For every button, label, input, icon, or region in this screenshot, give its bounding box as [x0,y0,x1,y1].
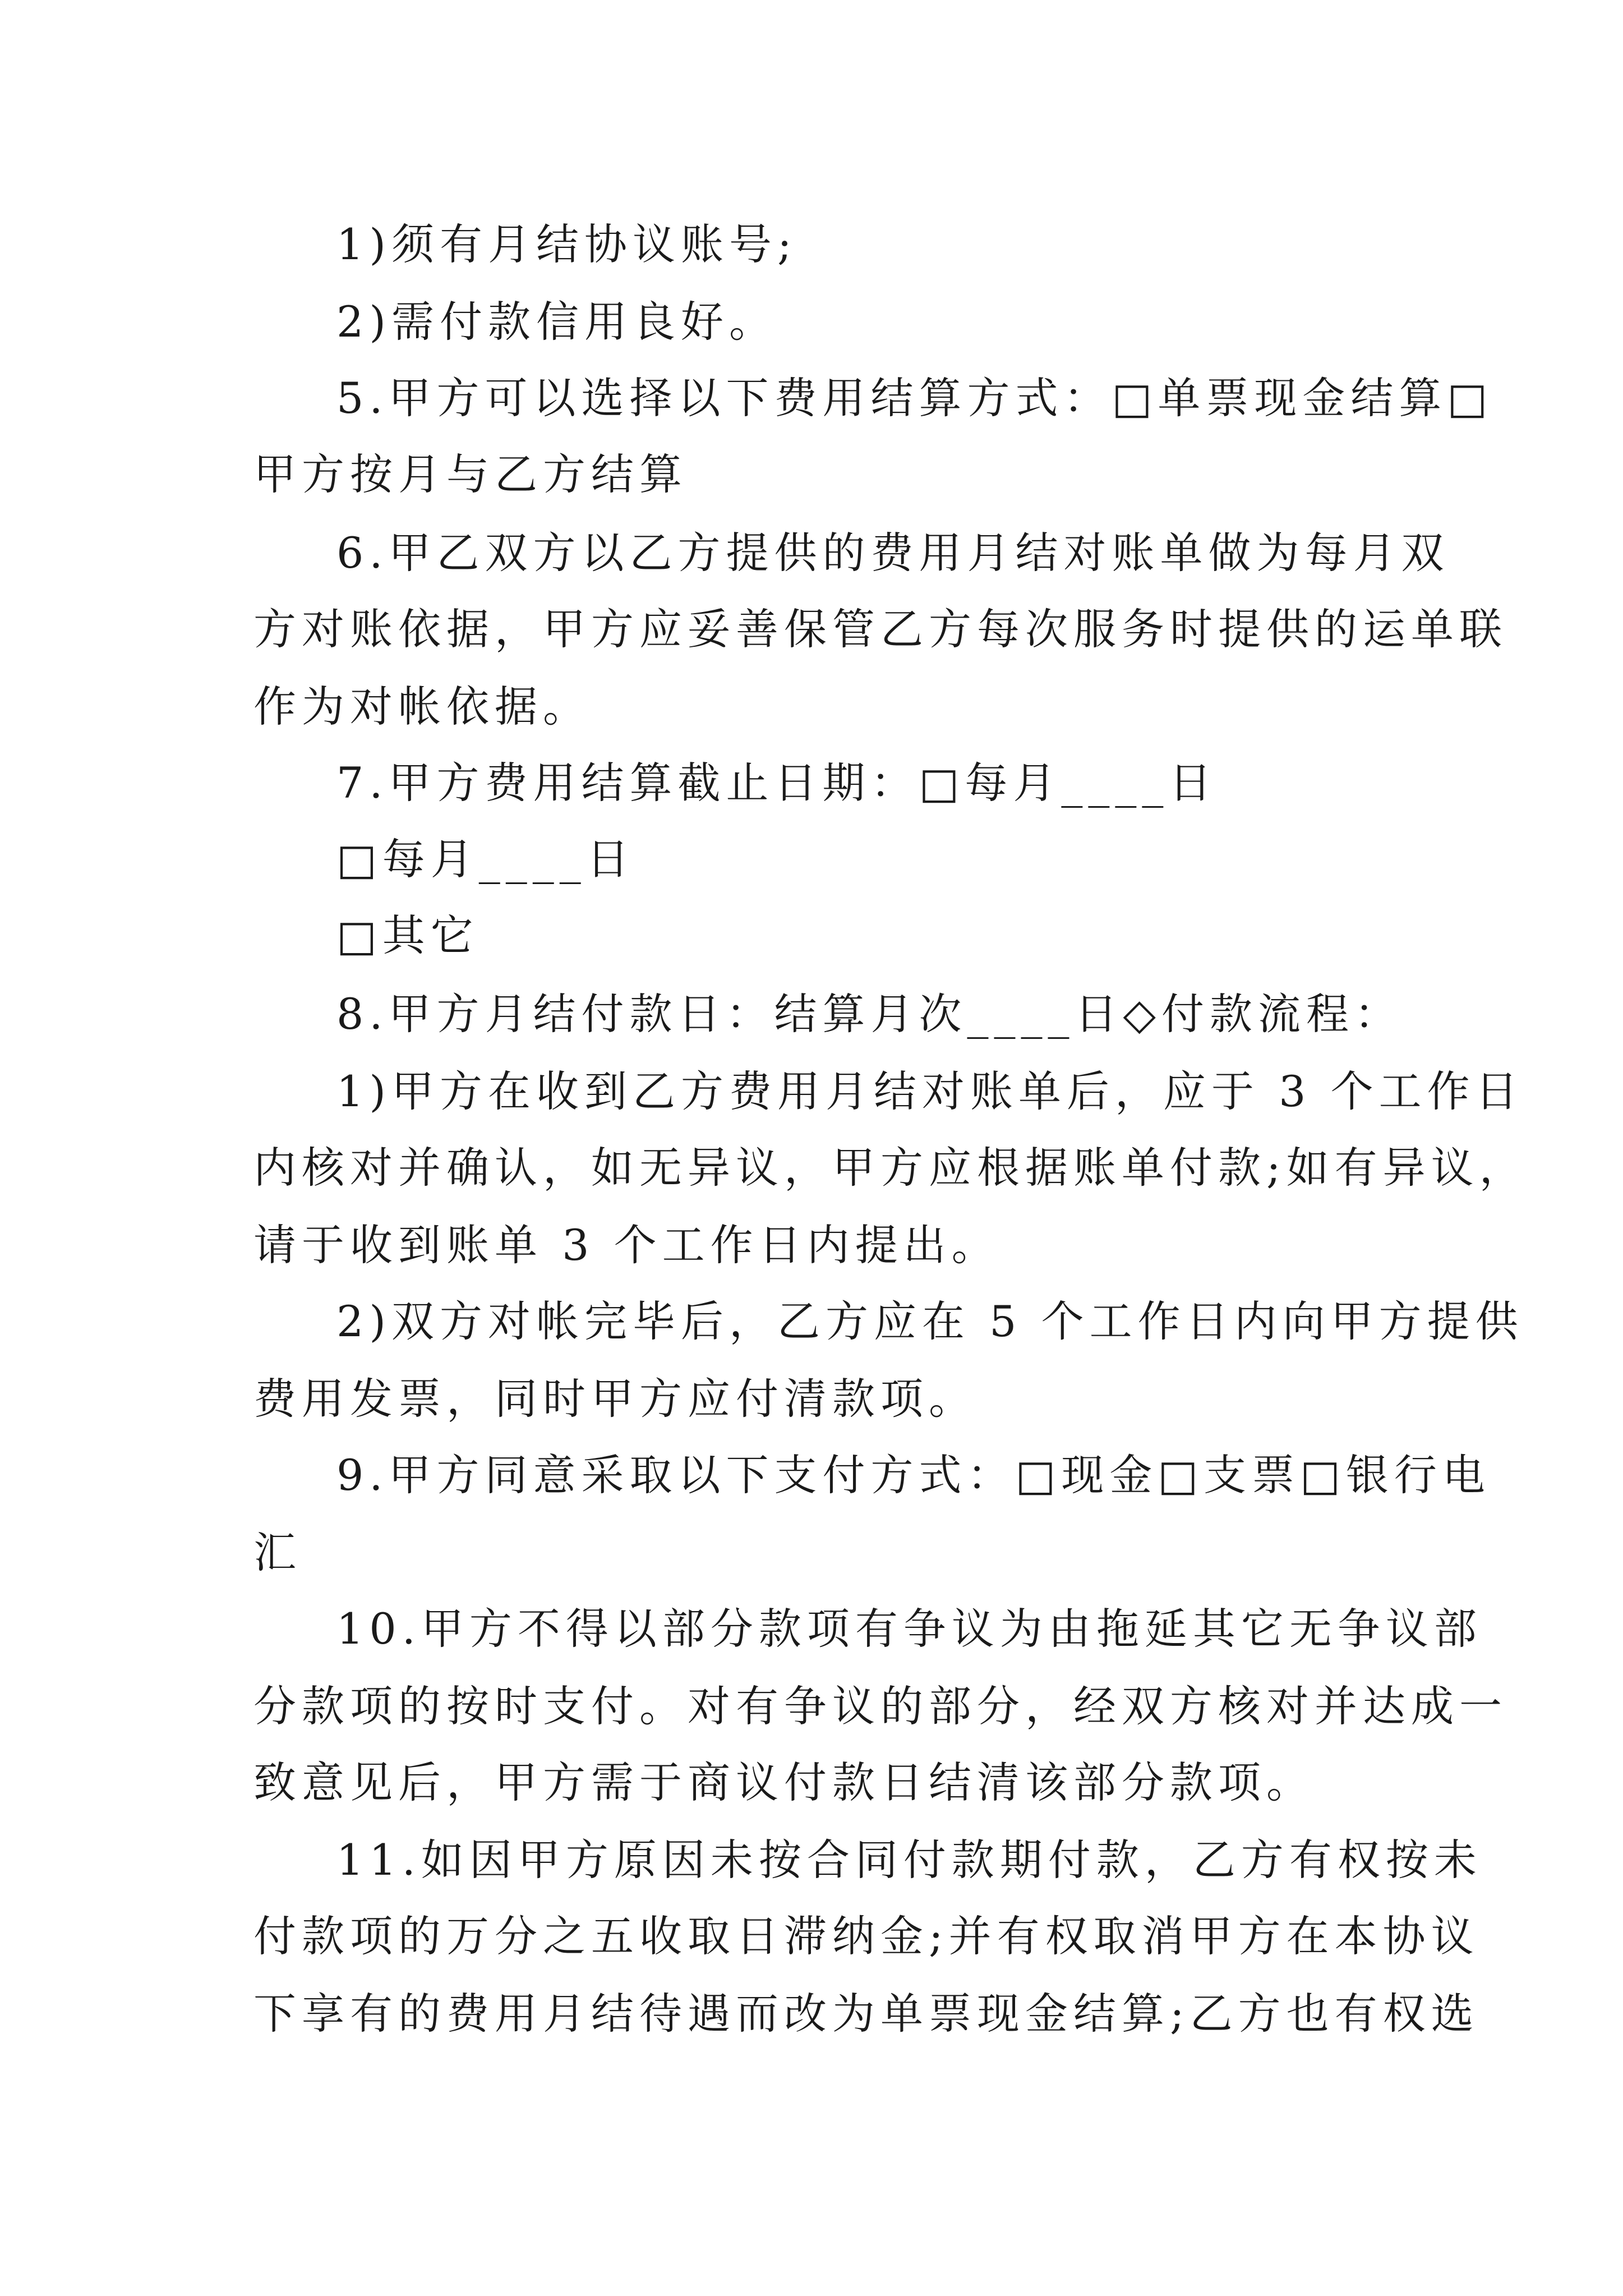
text-line: 作为对帐依据。 [253,682,591,731]
text-line: □每月____日 [336,834,635,884]
text-line: 方对账依据，甲方应妥善保管乙方每次服务时提供的运单联 [253,604,1507,654]
text-line: 甲方按月与乙方结算 [253,449,688,499]
text-line: 10.甲方不得以部分款项有争议为由拖延其它无争议部 [336,1604,1482,1654]
text-line: 8.甲方月结付款日：结算月次____日◇付款流程： [336,989,1403,1039]
text-line: 6.甲乙双方以乙方提供的费用月结对账单做为每月双 [336,528,1450,578]
text-line: 1)须有月结协议账号; [336,219,797,269]
text-line: 汇 [253,1527,302,1577]
text-line: 费用发票，同时甲方应付清款项。 [253,1374,977,1424]
text-line: 1)甲方在收到乙方费用月结对账单后，应于 3 个工作日 [336,1066,1524,1116]
text-line: 分款项的按时支付。对有争议的部分，经双方核对并达成一 [253,1681,1507,1731]
text-line: 5.甲方可以选择以下费用结算方式：□单票现金结算□ [336,373,1493,423]
text-line: 致意见后，甲方需于商议付款日结清该部分款项。 [253,1757,1315,1807]
text-line: 请于收到账单 3 个工作日内提出。 [253,1220,1000,1270]
text-line: □其它 [336,910,479,960]
text-line: 2)需付款信用良好。 [336,297,778,347]
text-line: 11.如因甲方原因未按合同付款期付款，乙方有权按未 [336,1835,1482,1885]
text-line: 内核对并确认，如无异议，甲方应根据账单付款;如有异议， [253,1143,1528,1193]
text-line: 7.甲方费用结算截止日期：□每月____日 [336,758,1218,808]
text-line: 9.甲方同意采取以下支付方式：□现金□支票□银行电 [336,1450,1491,1500]
text-line: 2)双方对帐完毕后，乙方应在 5 个工作日内向甲方提供 [336,1296,1524,1346]
text-line: 付款项的万分之五收取日滞纳金;并有权取消甲方在本协议 [253,1911,1479,1961]
text-line: 下享有的费用月结待遇而改为单票现金结算;乙方也有权选 [253,1989,1479,2039]
